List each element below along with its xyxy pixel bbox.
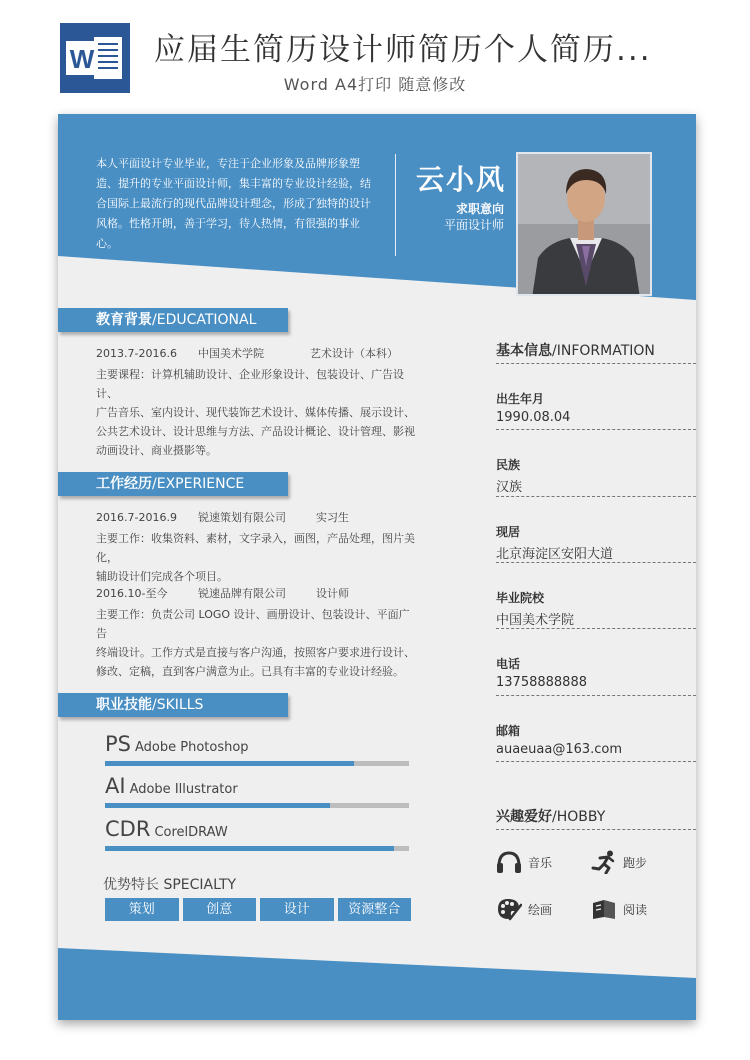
info-ethnicity: 民族 汉族 bbox=[496, 458, 523, 495]
divider bbox=[496, 363, 696, 364]
education-major: 艺术设计（本科） bbox=[310, 347, 398, 360]
experience-row-2 bbox=[96, 585, 349, 601]
experience-header: 工作经历/EXPERIENCE bbox=[58, 472, 288, 496]
skill-coreldraw: CDR CorelDRAW bbox=[105, 817, 228, 841]
footer-band bbox=[58, 930, 696, 1020]
specialty-tag: 资源整合 bbox=[338, 898, 412, 921]
job-intention-value: 平面设计师 bbox=[443, 218, 504, 232]
info-graduate-school: 毕业院校 中国美术学院 bbox=[496, 591, 575, 628]
hobby-painting: 绘画 bbox=[496, 895, 586, 923]
divider bbox=[496, 829, 696, 830]
job-company: 锐速策划有限公司 bbox=[198, 511, 286, 524]
job-role: 实习生 bbox=[316, 511, 349, 524]
book-icon bbox=[591, 897, 617, 921]
specialty-tag: 策划 bbox=[105, 898, 179, 921]
profile-photo bbox=[516, 152, 652, 296]
specialty-tag: 设计 bbox=[260, 898, 334, 921]
document-subtitle: Word A4打印 随意修改 bbox=[283, 75, 467, 94]
info-phone: 电话 13758888888 bbox=[496, 657, 587, 690]
skill-bar-photoshop bbox=[105, 761, 409, 766]
specialty-tags bbox=[105, 898, 411, 921]
candidate-name: 云小风 bbox=[415, 163, 506, 196]
palette-icon bbox=[496, 897, 522, 921]
education-row bbox=[96, 345, 398, 361]
experience-desc-1: 主要工作：收集资料、素材，文字录入，画图，产品处理，图片美化， 辅助设计们完成各个项目。 bbox=[96, 532, 415, 583]
document-title: 应届生简历设计师简历个人简历... bbox=[154, 32, 652, 68]
divider bbox=[496, 695, 696, 696]
running-icon bbox=[591, 850, 617, 874]
skill-bar-coreldraw bbox=[105, 846, 409, 851]
skill-illustrator: AI Adobe Illustrator bbox=[105, 774, 238, 798]
education-courses: 主要课程：计算机辅助设计、企业形象设计、包装设计、广告设计、 广告音乐、室内设计、现代装饰艺术设计、媒体传播、展示设计、 公共艺术设计、设计思维与方法、产品设计概论、设计管理、影视 动画设计、商业摄影等。 bbox=[96, 368, 415, 457]
self-introduction: 本人平面设计专业毕业，专注于企业形象及品牌形象塑造、提升的专业平面设计师，集丰富的专业设计经验，结合国际上最流行的现代品牌设计理念，形成了独特的设计风格。性格开朗，善于学习，待人热情，有很强的事业心。 bbox=[96, 157, 371, 250]
divider bbox=[395, 154, 396, 256]
education-period: 2013.7-2016.6 bbox=[96, 347, 177, 360]
education-school: 中国美术学院 bbox=[198, 347, 264, 360]
skill-bar-illustrator bbox=[105, 803, 409, 808]
job-role: 设计师 bbox=[316, 587, 349, 600]
hobby-running: 跑步 bbox=[591, 848, 681, 876]
job-intention-label: 求职意向 bbox=[455, 202, 504, 216]
hobby-reading: 阅读 bbox=[591, 895, 681, 923]
specialty-title: 优势特长 SPECIALTY bbox=[103, 877, 237, 893]
headphones-icon bbox=[496, 850, 522, 874]
divider bbox=[496, 761, 696, 762]
information-header: 基本信息/INFORMATION bbox=[496, 343, 655, 359]
divider bbox=[496, 562, 696, 563]
hobby-music: 音乐 bbox=[496, 848, 586, 876]
experience-row-1 bbox=[96, 509, 349, 525]
svg-text:W: W bbox=[69, 44, 95, 74]
info-birthdate: 出生年月 1990.08.04 bbox=[496, 392, 571, 425]
divider bbox=[496, 429, 696, 430]
specialty-tag: 创意 bbox=[183, 898, 257, 921]
info-residence: 现居 北京海淀区安阳大道 bbox=[496, 525, 614, 562]
job-period: 2016.7-2016.9 bbox=[96, 511, 177, 524]
info-email: 邮箱 auaeuaa@163.com bbox=[496, 724, 623, 757]
job-company: 锐速品牌有限公司 bbox=[198, 587, 286, 600]
skills-header: 职业技能/SKILLS bbox=[58, 693, 288, 717]
hobby-header: 兴趣爱好/HOBBY bbox=[496, 809, 606, 825]
skill-photoshop: PS Adobe Photoshop bbox=[105, 732, 249, 756]
divider bbox=[496, 496, 696, 497]
education-header: 教育背景/EDUCATIONAL bbox=[58, 308, 288, 332]
resume-page bbox=[58, 114, 696, 1020]
divider bbox=[496, 628, 696, 629]
experience-desc-2: 主要工作：负责公司 LOGO 设计、画册设计、包装设计、平面广告 终端设计。工作方式是直接与客户沟通，按照客户要求进行设计、 修改、定稿，直到客户满意为止。已具有丰富的专业设计经验。 bbox=[96, 608, 415, 678]
job-period: 2016.10-至今 bbox=[96, 587, 168, 600]
